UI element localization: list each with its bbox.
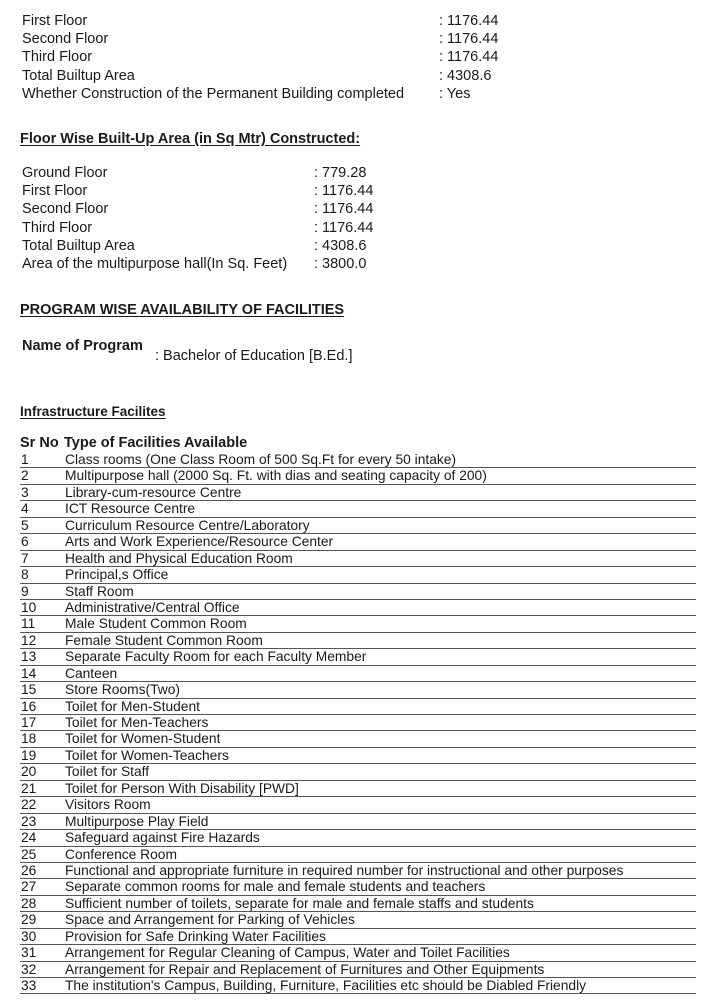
sr-no-cell: 7 bbox=[21, 550, 29, 566]
sr-no-cell: 17 bbox=[21, 715, 37, 730]
table-row bbox=[20, 814, 696, 830]
facility-cell: Toilet for Men-Teachers bbox=[65, 715, 209, 730]
table-row bbox=[20, 912, 696, 928]
area-value: : 1176.44 bbox=[439, 49, 499, 66]
table-row bbox=[20, 781, 696, 797]
table-row bbox=[20, 649, 696, 665]
facility-cell: ICT Resource Centre bbox=[65, 501, 196, 517]
area-row bbox=[22, 200, 373, 218]
area-label: Third Floor bbox=[22, 219, 93, 236]
sr-no-cell: 25 bbox=[21, 846, 37, 862]
sr-no-cell: 29 bbox=[21, 912, 37, 928]
area-label: Ground Floor bbox=[22, 165, 108, 181]
facility-cell: Sufficient number of toilets, separate for male and female staffs and students bbox=[65, 895, 534, 911]
sr-no-cell: 16 bbox=[21, 698, 37, 714]
table-row bbox=[20, 748, 696, 764]
sr-no-cell: 21 bbox=[21, 780, 37, 796]
sr-no-cell: 6 bbox=[21, 534, 29, 550]
table-row bbox=[20, 715, 696, 731]
facility-cell: Toilet for Men-Student bbox=[65, 698, 200, 714]
facility-cell: Multipurpose hall (2000 Sq. Ft. with dias and seating capacity of 200) bbox=[65, 468, 487, 484]
area-value: : 4308.6 bbox=[439, 67, 492, 84]
area-row bbox=[22, 182, 373, 200]
facility-cell: Visitors Room bbox=[65, 797, 151, 813]
facility-cell: Library-cum-resource Centre bbox=[65, 484, 242, 500]
program-name-label: Name of Program bbox=[22, 338, 143, 354]
facility-cell: Toilet for Staff bbox=[65, 764, 150, 780]
table-row bbox=[20, 929, 696, 945]
table-row bbox=[20, 567, 696, 583]
sr-no-cell: 2 bbox=[21, 468, 29, 484]
sr-no-cell: 3 bbox=[21, 484, 29, 500]
facility-cell: Multipurpose Play Field bbox=[65, 813, 209, 829]
sr-no-cell: 5 bbox=[21, 517, 29, 533]
table-row bbox=[20, 699, 696, 715]
sr-no-cell: 22 bbox=[21, 797, 37, 813]
sr-no-cell: 30 bbox=[21, 928, 37, 944]
table-row bbox=[20, 879, 696, 895]
area-row bbox=[22, 219, 373, 237]
area-label: First Floor bbox=[22, 183, 88, 200]
area-value: : 1176.44 bbox=[314, 201, 374, 218]
header-sr-no: Sr No bbox=[20, 435, 59, 451]
sr-no-cell: 27 bbox=[21, 879, 37, 895]
constructed-area-heading: Floor Wise Built-Up Area (in Sq Mtr) Constructed: bbox=[20, 131, 361, 147]
sr-no-cell: 33 bbox=[21, 978, 37, 993]
facility-cell: Provision for Safe Drinking Water Facilities bbox=[65, 928, 326, 944]
area-value: : 3800.0 bbox=[314, 256, 367, 273]
facilities-table bbox=[20, 435, 696, 994]
table-row bbox=[20, 534, 696, 550]
table-row bbox=[20, 600, 696, 616]
area-label: Total Builtup Area bbox=[22, 67, 135, 84]
table-body bbox=[20, 452, 696, 994]
sr-no-cell: 32 bbox=[21, 961, 37, 977]
table-row bbox=[20, 452, 696, 468]
sr-no-cell: 1 bbox=[21, 452, 29, 467]
table-row bbox=[20, 731, 696, 747]
table-row bbox=[20, 863, 696, 879]
sr-no-cell: 18 bbox=[21, 731, 37, 747]
facility-cell: Administrative/Central Office bbox=[65, 599, 240, 615]
area-row bbox=[22, 237, 373, 255]
table-row bbox=[20, 666, 696, 682]
table-row bbox=[20, 962, 696, 978]
sr-no-cell: 13 bbox=[21, 649, 37, 665]
area-value: : Yes bbox=[439, 85, 471, 102]
table-row bbox=[20, 616, 696, 632]
table-row bbox=[20, 764, 696, 780]
table-row bbox=[20, 584, 696, 600]
sr-no-cell: 9 bbox=[21, 583, 29, 599]
table-row bbox=[20, 896, 696, 912]
sr-no-cell: 23 bbox=[21, 813, 37, 829]
facility-cell: Curriculum Resource Centre/Laboratory bbox=[65, 517, 310, 533]
program-name-value: : Bachelor of Education [B.Ed.] bbox=[155, 348, 353, 364]
header-facility-type: Type of Facilities Available bbox=[64, 435, 248, 451]
area-row bbox=[22, 85, 498, 103]
facility-cell: Store Rooms(Two) bbox=[65, 682, 181, 698]
sr-no-cell: 31 bbox=[21, 945, 37, 961]
program-facilities-heading: PROGRAM WISE AVAILABILITY OF FACILITIES bbox=[20, 302, 345, 318]
facility-cell: Principal,s Office bbox=[65, 567, 169, 583]
area-label: Total Builtup Area bbox=[22, 237, 135, 254]
table-row bbox=[20, 847, 696, 863]
sr-no-cell: 19 bbox=[21, 747, 37, 763]
facility-cell: Toilet for Person With Disability [PWD] bbox=[65, 780, 299, 796]
table-row bbox=[20, 682, 696, 698]
table-row bbox=[20, 830, 696, 846]
facility-cell: Canteen bbox=[65, 665, 118, 681]
facility-cell: Health and Physical Education Room bbox=[65, 550, 293, 566]
table-row bbox=[20, 633, 696, 649]
area-row bbox=[22, 30, 498, 48]
area-value: : 4308.6 bbox=[314, 237, 367, 254]
area-label: Second Floor bbox=[22, 31, 109, 48]
facility-cell: Arrangement for Regular Cleaning of Campus, Water and Toilet Facilities bbox=[65, 945, 510, 961]
facility-cell: Staff Room bbox=[65, 583, 134, 599]
area-row bbox=[22, 164, 373, 182]
area-row bbox=[22, 12, 498, 30]
facility-cell: Female Student Common Room bbox=[65, 632, 263, 648]
constructed-area-list bbox=[22, 164, 373, 273]
sr-no-cell: 11 bbox=[21, 616, 36, 632]
facility-cell: Separate Faculty Room for each Faculty Member bbox=[65, 649, 367, 665]
facility-cell: Arrangement for Repair and Replacement of Furnitures and Other Equipments bbox=[65, 961, 545, 977]
table-row bbox=[20, 518, 696, 534]
facility-cell: Safeguard against Fire Hazards bbox=[65, 830, 260, 846]
area-label: Second Floor bbox=[22, 201, 109, 218]
table-row bbox=[20, 485, 696, 501]
facility-cell: Male Student Common Room bbox=[65, 616, 247, 632]
facility-cell: Conference Room bbox=[65, 846, 177, 862]
sr-no-cell: 24 bbox=[21, 830, 37, 846]
area-label: Whether Construction of the Permanent Building completed bbox=[22, 85, 405, 102]
facility-cell: Space and Arrangement for Parking of Vehicles bbox=[65, 912, 355, 928]
facility-cell: Functional and appropriate furniture in required number for instructional and other purposes bbox=[65, 862, 624, 878]
facility-cell: Separate common rooms for male and female students and teachers bbox=[65, 879, 486, 895]
sr-no-cell: 28 bbox=[21, 895, 37, 911]
area-row bbox=[22, 255, 373, 273]
area-label: Third Floor bbox=[22, 49, 93, 66]
table-row bbox=[20, 978, 696, 994]
sr-no-cell: 20 bbox=[21, 764, 37, 780]
area-label: First Floor bbox=[22, 13, 88, 29]
floor-area-list bbox=[22, 12, 498, 103]
area-value: : 1176.44 bbox=[439, 13, 499, 29]
area-label: Area of the multipurpose hall(In Sq. Feet) bbox=[22, 256, 288, 273]
facility-cell: Arts and Work Experience/Resource Center bbox=[65, 534, 334, 550]
infrastructure-heading: Infrastructure Facilites bbox=[20, 404, 166, 419]
sr-no-cell: 4 bbox=[21, 501, 29, 517]
sr-no-cell: 8 bbox=[21, 567, 29, 583]
area-row bbox=[22, 48, 498, 66]
area-value: : 1176.44 bbox=[439, 31, 499, 48]
sr-no-cell: 12 bbox=[21, 632, 37, 648]
area-value: : 779.28 bbox=[314, 165, 367, 181]
table-header bbox=[20, 435, 696, 452]
facility-cell: Toilet for Women-Student bbox=[65, 731, 221, 747]
table-row bbox=[20, 945, 696, 961]
facility-cell: The institution's Campus, Building, Furniture, Facilities etc should be Diabled Friendly bbox=[65, 978, 587, 993]
table-row bbox=[20, 551, 696, 567]
sr-no-cell: 10 bbox=[21, 599, 37, 615]
area-row bbox=[22, 67, 498, 85]
facility-cell: Toilet for Women-Teachers bbox=[65, 747, 229, 763]
table-row bbox=[20, 468, 696, 484]
sr-no-cell: 15 bbox=[21, 682, 37, 698]
facility-cell: Class rooms (One Class Room of 500 Sq.Ft for every 50 intake) bbox=[65, 452, 457, 467]
area-value: : 1176.44 bbox=[314, 219, 374, 236]
sr-no-cell: 26 bbox=[21, 862, 37, 878]
sr-no-cell: 14 bbox=[21, 665, 37, 681]
area-value: : 1176.44 bbox=[314, 183, 374, 200]
table-row bbox=[20, 797, 696, 813]
table-row bbox=[20, 501, 696, 517]
